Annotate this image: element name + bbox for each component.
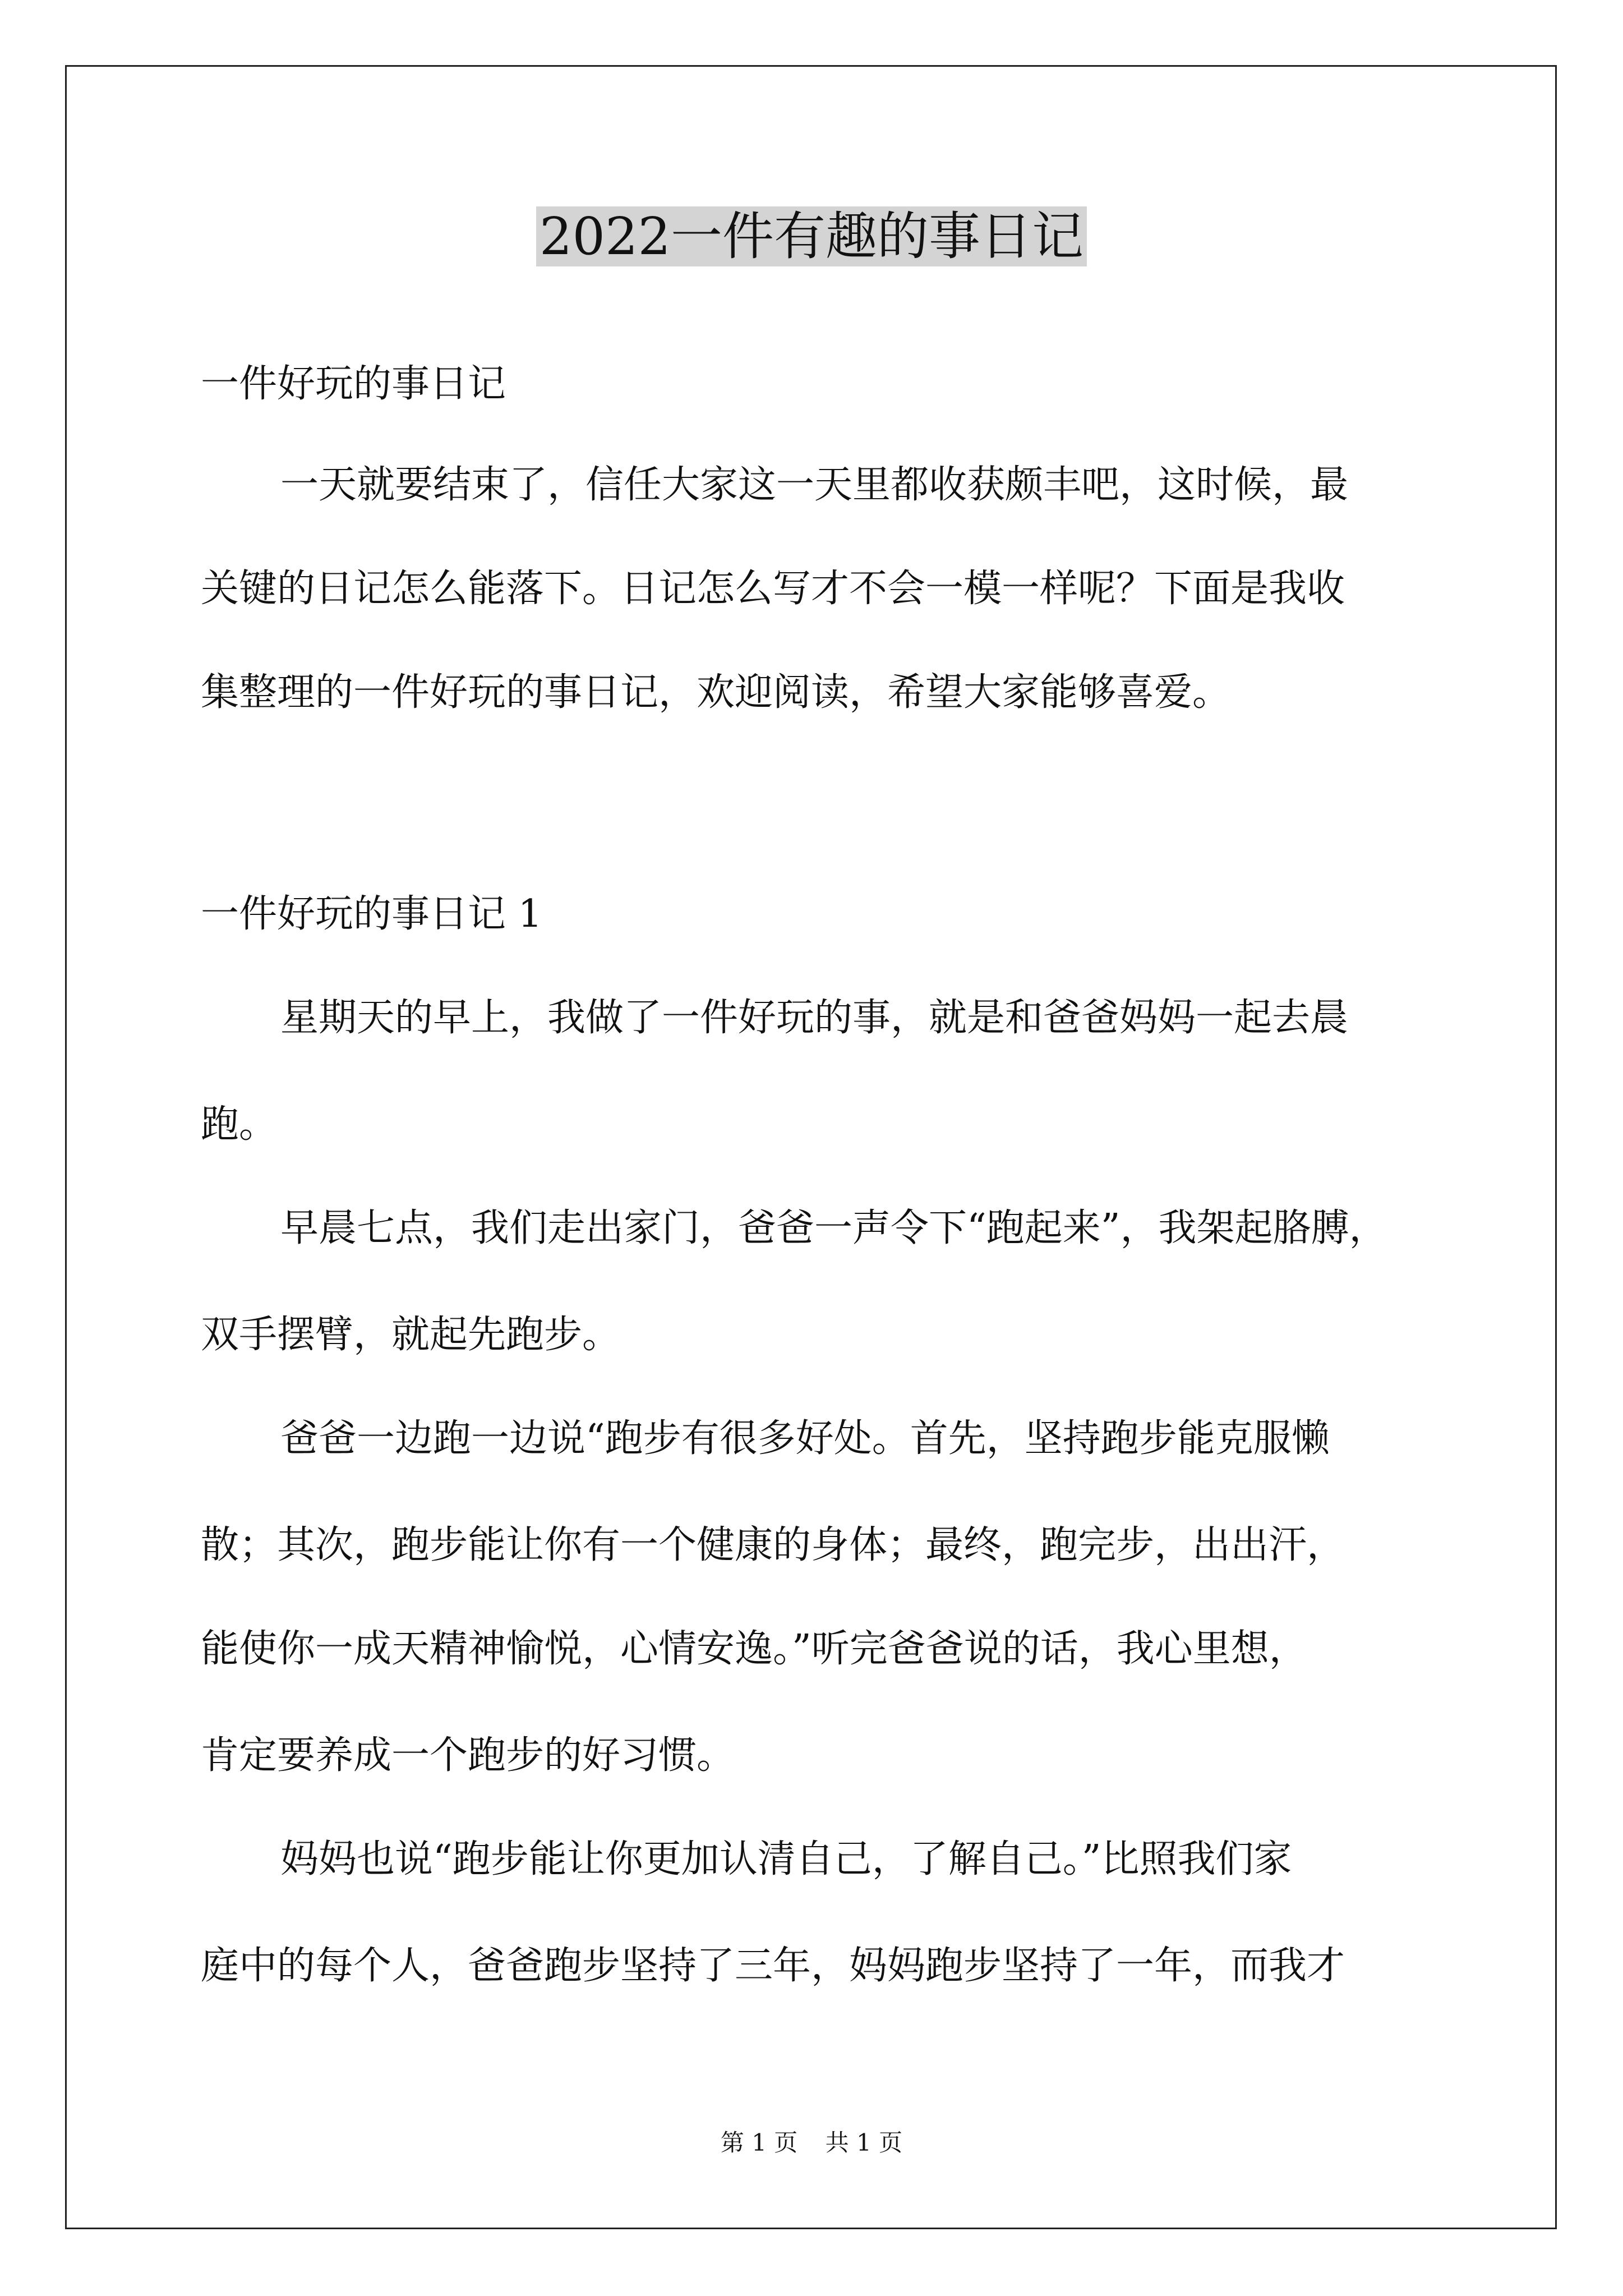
body-line: 跑。 (201, 1102, 278, 1147)
body-line: 能使你一成天精神愉悦，心情安逸。”听完爸爸说的话，我心里想， (201, 1627, 1307, 1671)
body-line: 妈妈也说“跑步能让你更加认清自己，了解自己。”比照我们家 (280, 1837, 1292, 1881)
body-line: 散；其次，跑步能让你有一个健康的身体；最终，跑完步，出出汗， (201, 1523, 1345, 1567)
body-line: 星期天的早上，我做了一件好玩的事，就是和爸爸妈妈一起去晨 (280, 996, 1349, 1040)
section-heading: 一件好玩的事日记 1 (201, 892, 542, 936)
intro-heading: 一件好玩的事日记 (201, 362, 506, 406)
page-footer (0, 2126, 1623, 2160)
document-title: 2022一件有趣的事日记 (0, 197, 1623, 276)
body-line: 早晨七点，我们走出家门，爸爸一声令下“跑起来”，我架起胳膊， (280, 1206, 1387, 1250)
intro-line: 关键的日记怎么能落下。日记怎么写才不会一模一样呢？下面是我收 (201, 567, 1345, 611)
body-line: 爸爸一边跑一边说“跑步有很多好处。首先，坚持跑步能克服懒 (280, 1416, 1330, 1461)
body-line: 双手摆臂，就起先跑步。 (201, 1313, 621, 1357)
body-line: 肯定要养成一个跑步的好习惯。 (201, 1733, 735, 1778)
intro-line: 集整理的一件好玩的事日记，欢迎阅读，希望大家能够喜爱。 (201, 670, 1231, 715)
page-count: 共 1 页 (825, 2129, 903, 2156)
body-line: 庭中的每个人，爸爸跑步坚持了三年，妈妈跑步坚持了一年，而我才 (201, 1944, 1345, 1988)
intro-line: 一天就要结束了，信任大家这一天里都收获颇丰吧，这时候，最 (280, 463, 1349, 507)
page-number: 第 1 页 (720, 2129, 798, 2156)
